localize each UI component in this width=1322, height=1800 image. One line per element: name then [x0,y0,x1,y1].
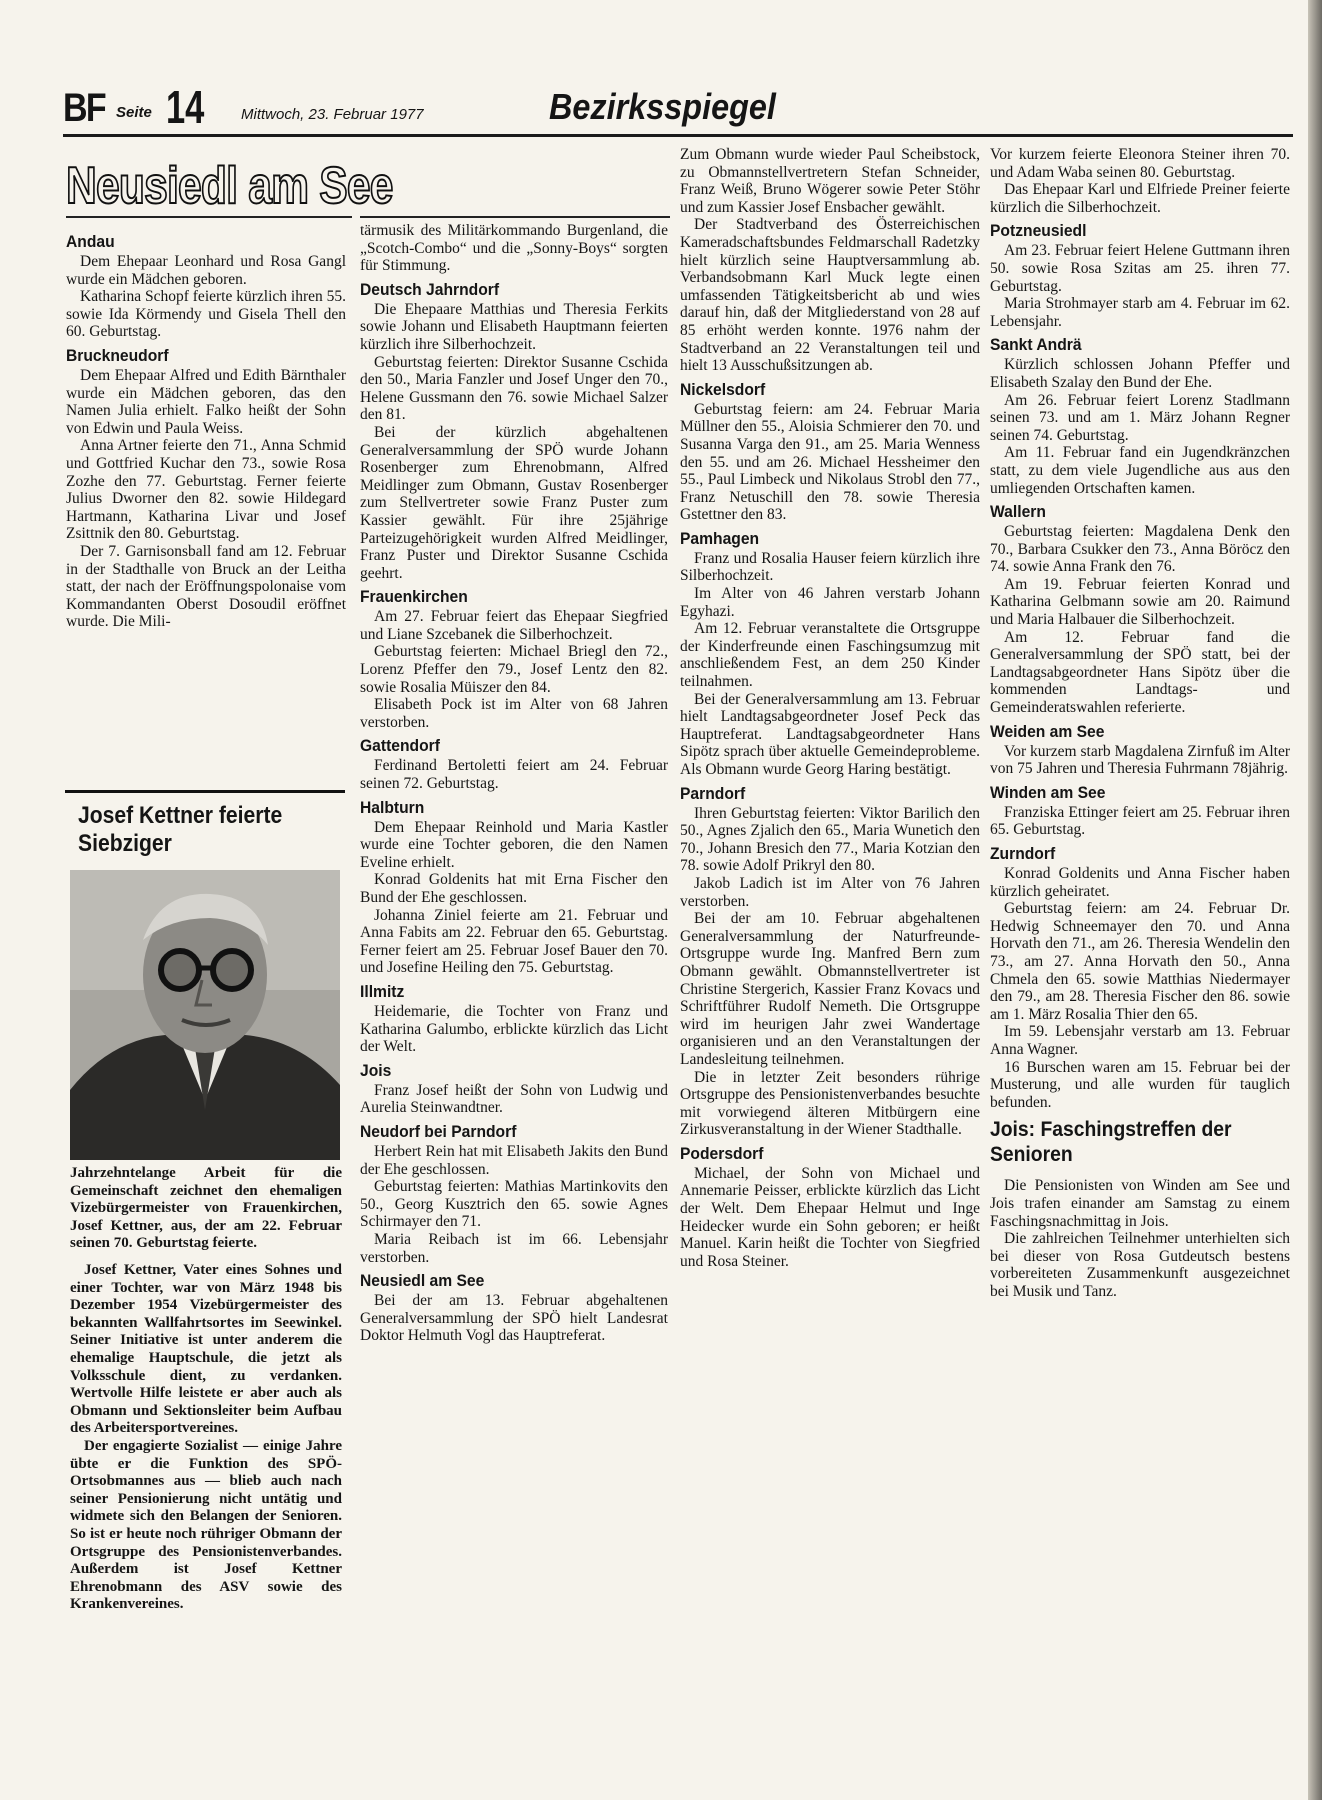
article-paragraph: Jakob Ladich ist im Alter von 76 Jahren verstorben. [680,874,980,910]
article-paragraph: Der engagierte Sozialist — einige Jahre übte er die Funktion des SPÖ-Ortsobmannes aus — blieb auch nach seiner Pensionierung nicht untätig und widmete sich den Belangen der Senioren. So ist er heute noch rühriger Obmann der Ortsgruppe des Pensionistenverbandes. Außerdem ist Josef Kettner Ehrenobmann des ASV sowie des Krankenvereines. [70,1437,342,1613]
column-4-items [990,146,1290,1111]
article-paragraph: Josef Kettner, Vater eines Sohnes und einer Tochter, war von März 1948 bis Dezember 1954 Vizebürgermeister des bekannten Wallfahrtsortes im Seewinkel. Seiner Initiative ist unter anderem die ehemalige Hauptschule, die jetzt als Volksschule dient, zu verdanken. Wertvolle Hilfe leistete er aber auch als Obmann und Sektionsleiter beim Aufbau des Arbeitersportvereines. [70,1262,342,1437]
article-paragraph: Vor kurzem starb Magdalena Zirnfuß im Alter von 75 Jahren und Theresia Fuhrmann 78jährig. [990,742,1290,778]
section-heading: Illmitz [360,981,405,1001]
section-heading: Neudorf bei Parndorf [360,1121,517,1141]
article-paragraph: Franz und Rosalia Hauser feiern kürzlich ihre Silberhochzeit. [680,549,980,585]
article-paragraph: Geburtstag feierten: Michael Briegl den 72., Lorenz Pfeffer den 79., Josef Lentz den 82. sowie Rosalia Müiszer den 84. [360,643,668,696]
article-paragraph: Zum Obmann wurde wieder Paul Scheibstock, zu Obmannstellvertretern Stefan Schneider, Franz Weiß, Bruno Wögerer sowie Peter Stöhr und zum Kassier Josef Ensbacher gewählt. [680,146,980,216]
article-paragraph: Bei der am 13. Februar abgehaltenen Generalversammlung der SPÖ hielt Landesrat Doktor Helmuth Vogl das Hauptreferat. [360,1292,668,1345]
section-title: Bezirksspiegel [549,86,776,127]
masthead-rule [63,134,1293,137]
article-paragraph: Bei der kürzlich abgehaltenen Generalversammlung der SPÖ wurde Johann Rosenberger zum Ehrenobmann, Alfred Meidlinger zum Obmann, Gustav Rosenberger zum Stellvertreter sowie Franz Puster zum Kassier gewählt. Für ihre 25jährige Parteizugehörigkeit wurden Alfred Meidlinger, Franz Puster und Direktor Susanne Cschida geehrt. [360,423,668,582]
article-paragraph: Geburtstag feiern: am 24. Februar Dr. Hedwig Schneemayer den 70. und Anna Horvath den 71., am 26. Theresia Wendelin den 73., am 27. Anna Horvath den 50., Anna Chmela den 65. sowie Matthias Niedermayer den 79., am 28. Theresia Fischer den 86. sowie am 1. März Rosalia Thier den 65. [990,900,1290,1023]
article-paragraph: Am 12. Februar fand die Generalversammlung der SPÖ statt, bei der Landtagsabgeordneter Hans Sipötz über die kommenden Landtags- und Gemeinderatswahlen referierte. [990,628,1290,717]
article-paragraph: Bei der am 10. Februar abgehaltenen Generalversammlung der Naturfreunde-Ortsgruppe wurde Ing. Manfred Bern zum Obmann gewählt. Obmannstellvertreter ist Christine Stergerich, Kassier Franz Kovacs und Schriftführer Rudolf Nemeth. Die Ortsgruppe wird im heurigen Jahr zwei Wandertage organisieren und an den Veranstaltungen der Landesleitung teilnehmen. [680,910,980,1068]
section-heading: Parndorf [680,783,746,803]
column-1 [66,232,346,631]
article-paragraph: Dem Ehepaar Leonhard und Rosa Gangl wurde ein Mädchen geboren. [66,253,346,288]
section-heading: Nickelsdorf [680,379,766,399]
article-paragraph: Ihren Geburtstag feierten: Viktor Barilich den 50., Agnes Zjalich den 65., Maria Wunetich den 70., Johann Bresich den 77., Maria Kotzian den 78. sowie Adolf Prikryl den 80. [680,804,980,875]
region-kicker [66,158,431,214]
article-paragraph: Geburtstag feiern: am 24. Februar Maria Müllner den 55., Aloisia Schmierer den 70. und Susanna Varga den 91., am 25. Maria Wenness den 55. und am 26. Michael Hessheimer den 55., Paul Limbeck und Nikolaus Strobl den 77., Franz Netuschill den 78. sowie Theresia Gstettner den 83. [680,400,980,524]
story-headline: Jois: Faschingstreffen der Senioren [990,1118,1232,1167]
article-paragraph: Anna Artner feierte den 71., Anna Schmid und Gottfried Kuchar den 73., sowie Rosa Zozhe den 77. Geburtstag. Ferner feierte Julius Dworner den 82. sowie Hildegard Hartmann, Katharina Livar und Josef Zsittnik den 80. Geburtstag. [66,437,346,543]
section-heading: Pamhagen [680,528,760,548]
photo-caption: Jahrzehntelange Arbeit für die Gemeinschaft zeichnet den ehemaligen Vizebürgermeister von Frauenkirchen, Josef Kettner, aus, der am 22. Februar seinen 70. Geburtstag feierte. [70,1165,342,1252]
column-top-rule [360,216,670,218]
feature-box [65,790,345,1790]
article-paragraph: Maria Strohmayer starb am 4. Februar im 62. Lebensjahr. [990,295,1290,330]
publication-logo: BF [63,86,105,130]
section-heading: Jois [360,1060,392,1080]
article-paragraph: Am 11. Februar fand ein Jugendkränzchen statt, zu dem viele Jugendliche aus aus den umliegenden Ortschaften kamen. [990,444,1290,497]
article-paragraph: Am 27. Februar feiert das Ehepaar Siegfried und Liane Szcebanek die Silberhochzeit. [360,608,668,643]
section-heading: Wallern [990,502,1046,522]
article-paragraph: Am 23. Februar feiert Helene Guttmann ihren 50. sowie Rosa Szitas am 25. ihren 77. Geburtstag. [990,242,1290,295]
page-number: 14 [166,81,205,133]
article-paragraph: Michael, der Sohn von Michael und Annemarie Peisser, erblickte kürzlich das Licht der Welt. Dem Ehepaar Helmut und Inge Heidecker wurde ein Sohn geboren; er heißt Manuel. Karin heißt die Tochter von Siegfried und Rosa Steiner. [680,1164,980,1270]
feature-body [70,1262,342,1614]
section-heading: Andau [66,232,115,251]
article-paragraph: Maria Reibach ist im 66. Lebensjahr verstorben. [360,1230,668,1266]
feature-headline: Josef Kettner feierte Siebziger [78,802,283,857]
page-label: Seite [116,104,152,121]
article-paragraph: Dem Ehepaar Reinhold und Maria Kastler wurde eine Tochter geboren, die den Namen Eveline erhielt. [360,818,668,871]
section-heading: Potzneusiedl [990,221,1087,241]
article-paragraph: Die in letzter Zeit besonders rührige Ortsgruppe des Pensionistenverbandes besuchte mit vorwiegend älteren Mitbürgern eine Zirkusveranstaltung in der Wiener Stadthalle. [680,1068,980,1139]
article-paragraph: Katharina Schopf feierte kürzlich ihren 55. sowie Ida Körmendy und Gisela Thell den 60. Geburtstag. [66,288,346,341]
article-paragraph: Geburtstag feierten: Direktor Susanne Cschida den 50., Maria Fanzler und Josef Unger den 70., Helene Gussmann den 76. sowie Michael Salzer den 81. [360,353,668,424]
portrait-photo [70,870,340,1160]
portrait-illustration [70,870,340,1160]
article-paragraph: Am 19. Februar feierten Konrad und Katharina Gelbmann sowie am 20. Raimund und Maria Halbauer die Silberhochzeit. [990,575,1290,629]
section-heading: Halbturn [360,797,425,817]
column-4 [990,146,1290,1300]
section-heading: Weiden am See [990,721,1105,741]
article-paragraph: Vor kurzem feierte Eleonora Steiner ihren 70. und Adam Waba seinen 80. Geburtstag. [990,146,1290,181]
article-paragraph: Konrad Goldenits und Anna Fischer haben kürzlich geheiratet. [990,865,1290,900]
article-paragraph: Geburtstag feierten: Mathias Martinkovits den 50., Georg Kusztrich den 65. sowie Agnes Schirmayer den 71. [360,1178,668,1231]
section-heading: Sankt Andrä [990,335,1082,355]
section-heading: Bruckneudorf [66,345,169,365]
article-paragraph: Ferdinand Bertoletti feiert am 24. Februar seinen 72. Geburtstag. [360,757,668,793]
article-paragraph: Geburtstag feierten: Magdalena Denk den 70., Barbara Csukker den 73., Anna Böröcz den 74. sowie Anna Frank den 76. [990,523,1290,576]
article-paragraph: Heidemarie, die Tochter von Franz und Katharina Galumbo, erblickte kürzlich das Licht der Welt. [360,1002,668,1056]
column-2 [360,222,668,1345]
article-paragraph: Franziska Ettinger feiert am 25. Februar ihren 65. Geburtstag. [990,803,1290,839]
article-paragraph: Am 26. Februar feiert Lorenz Stadlmann seinen 73. und am 1. März Johann Regner seinen 74. Geburtstag. [990,391,1290,444]
page-edge [1308,0,1322,1800]
section-heading: Winden am See [990,782,1106,802]
article-paragraph: Am 12. Februar veranstaltete die Ortsgruppe der Kinderfreunde einen Faschingsumzug mit anschließendem Fest, an dem 250 Kinder teilnahmen. [680,620,980,691]
section-heading: Gattendorf [360,736,440,756]
article-paragraph: Herbert Rein hat mit Elisabeth Jakits den Bund der Ehe geschlossen. [360,1142,668,1178]
article-paragraph: Die Pensionisten von Winden am See und Jois trafen einander am Samstag zu einem Faschingsnachmittag in Jois. [990,1177,1290,1230]
article-paragraph: tärmusik des Militärkommando Burgenland, die „Scotch-Combo“ und die „Sonny-Boys“ sorgten für Stimmung. [360,222,668,275]
article-paragraph: Die Ehepaare Matthias und Theresia Ferkits sowie Johann und Elisabeth Hauptmann feierten kürzlich ihre Silberhochzeit. [360,300,668,353]
section-heading: Neusiedl am See [360,1271,485,1291]
region-kicker-text: Neusiedl am See [66,157,393,215]
article-paragraph: 16 Burschen waren am 15. Februar bei der Musterung, und alle wurden für tauglich befunden. [990,1058,1290,1111]
article-paragraph: Johanna Ziniel feierte am 21. Februar und Anna Fabits am 22. Februar den 65. Geburtstag. Ferner feiert am 25. Februar Josef Bauer den 70. und Josefine Heiling den 75. Geburtstag. [360,906,668,977]
story-body [990,1177,1290,1300]
section-heading: Deutsch Jahrndorf [360,279,500,299]
article-paragraph: Bei der Generalversammlung am 13. Februar hielt Landtagsabgeordneter Josef Peck das Hauptreferat. Landtagsabgeordneter Hans Sipötz sprach über aktuelle Gemeindeprobleme. Als Obmann wurde Georg Haring bestätigt. [680,690,980,778]
masthead [63,81,1293,133]
section-heading: Podersdorf [680,1143,764,1163]
article-paragraph: Die zahlreichen Teilnehmer unterhielten sich bei dieser von Rosa Gutdeutsch bestens vorbereiteten Zusammenkunft ausgezeichnet bei Musik und Tanz. [990,1230,1290,1300]
kicker-rule [66,216,352,218]
article-paragraph: Das Ehepaar Karl und Elfriede Preiner feierte kürzlich die Silberhochzeit. [990,181,1290,216]
issue-date: Mittwoch, 23. Februar 1977 [241,106,424,123]
article-paragraph: Franz Josef heißt der Sohn von Ludwig und Aurelia Steinwandtner. [360,1081,668,1117]
section-heading: Frauenkirchen [360,587,468,607]
article-paragraph: Der Stadtverband des Österreichischen Kameradschaftsbundes Feldmarschall Radetzky hielt kürzlich seine Hauptversammlung ab. Verbandsobmann Karl Muck legte einen umfassenden Tätigkeitsbericht ab und wies darauf hin, daß der Mitgliederstand von 28 auf 85 erhöht werden konnte. 1976 nahm der Stadtverband an 22 Veranstaltungen teil und hielt 13 Ausschußsitzungen ab. [680,216,980,375]
article-paragraph: Im Alter von 46 Jahren verstarb Johann Egyhazi. [680,585,980,620]
article-paragraph: Im 59. Lebensjahr verstarb am 13. Februar Anna Wagner. [990,1023,1290,1058]
column-3 [680,146,980,1270]
section-heading: Zurndorf [990,844,1056,863]
article-paragraph: Konrad Goldenits hat mit Erna Fischer den Bund der Ehe geschlossen. [360,871,668,906]
article-paragraph: Kürzlich schlossen Johann Pfeffer und Elisabeth Szalay den Bund der Ehe. [990,356,1290,391]
article-paragraph: Der 7. Garnisonsball fand am 12. Februar in der Stadthalle von Bruck an der Leitha statt, der nach der Eröffnungspolonaise vom Kommandanten Oberst Dosoudil eröffnet wurde. Die Mili- [66,542,346,631]
article-paragraph: Elisabeth Pock ist im Alter von 68 Jahren verstorben. [360,696,668,731]
article-paragraph: Dem Ehepaar Alfred und Edith Bärnthaler wurde ein Mädchen geboren, das den Namen Julia erhielt. Falko heißt der Sohn von Edwin und Paula Weiss. [66,366,346,437]
feature-box-rule [65,790,345,793]
